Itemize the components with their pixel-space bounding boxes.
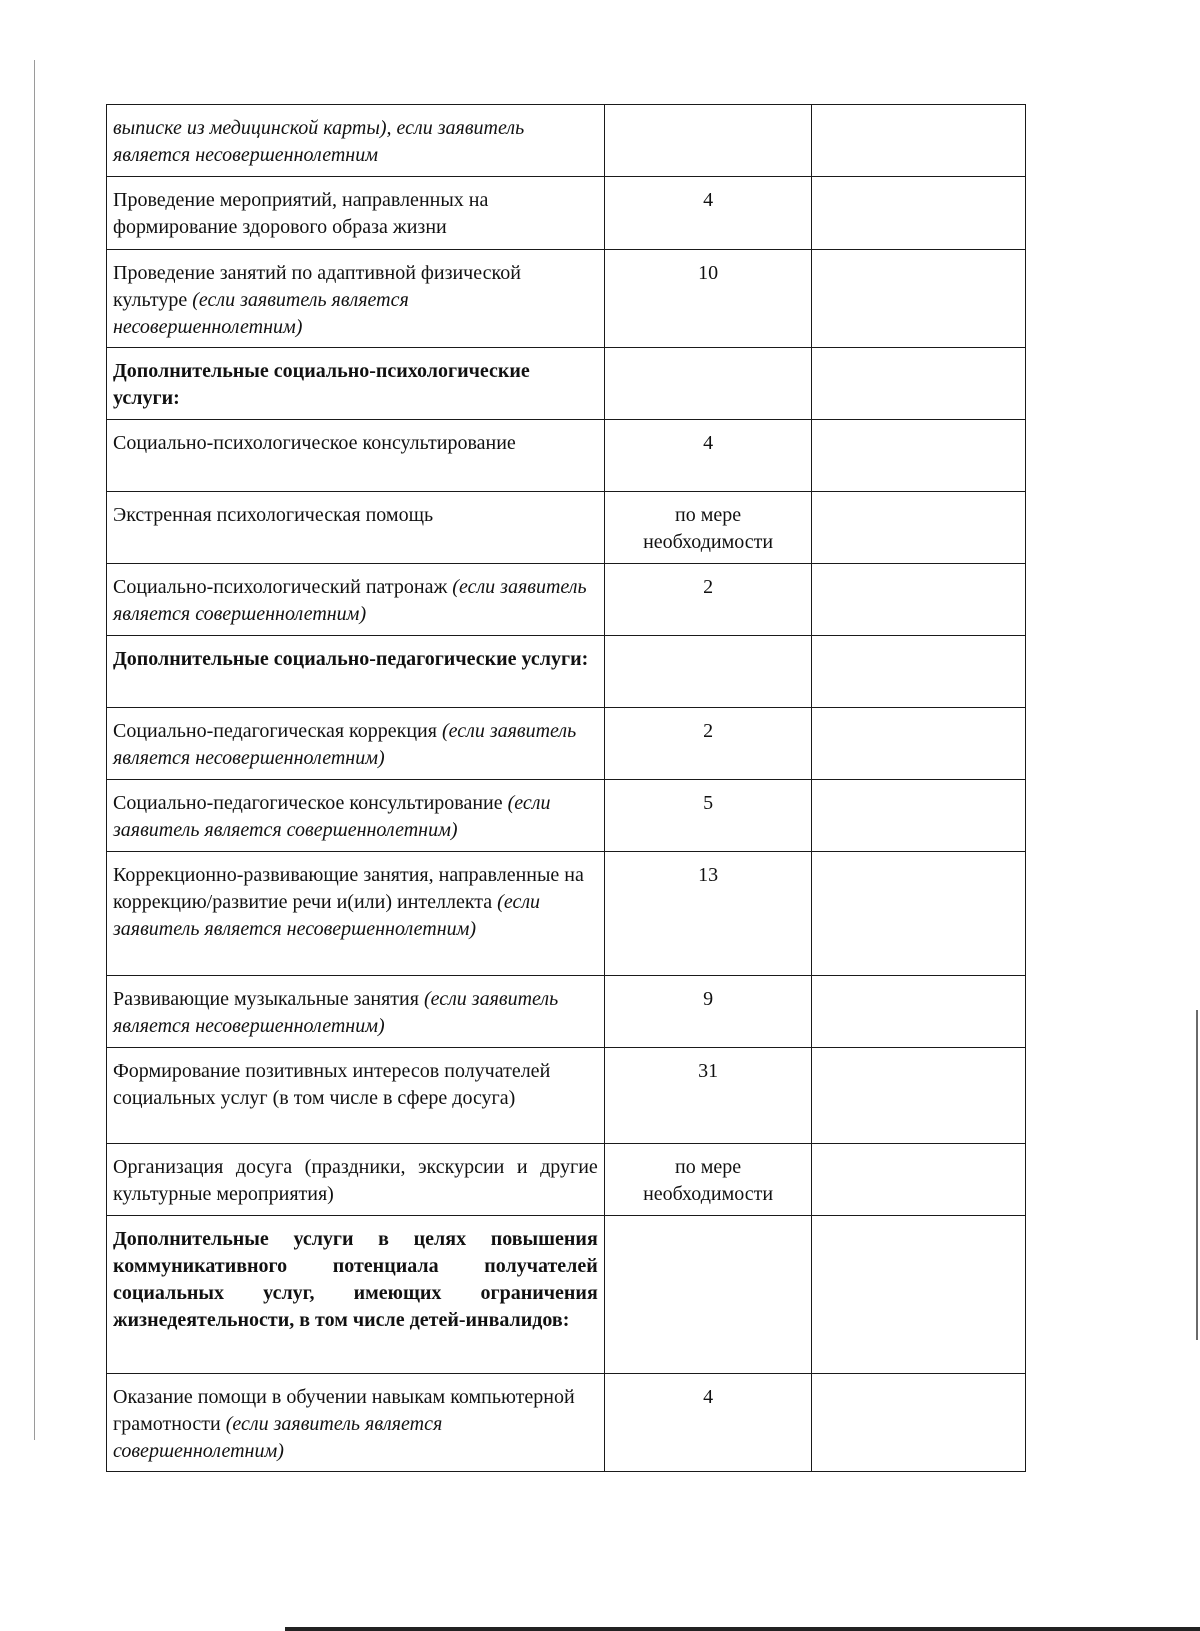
service-name-cell [107,177,605,250]
service-count-value: 2 [703,720,714,742]
service-name-cell [107,708,605,780]
service-count-value: 4 [703,1386,714,1408]
service-name-cell [107,976,605,1048]
empty-note-cell [812,708,1026,780]
service-count-cell [604,348,812,420]
service-count-value: по мере необходимости [643,1156,774,1205]
empty-note-cell [812,1144,1026,1216]
empty-note-cell [812,177,1026,250]
service-count-cell [604,636,812,708]
scan-edge-line [1196,1010,1198,1340]
empty-note-cell [812,250,1026,348]
service-count-value: 5 [703,792,714,814]
service-count-value: 13 [698,864,719,886]
table-row [107,1374,1026,1472]
service-count-cell [604,1048,812,1144]
service-count-cell [604,1144,812,1216]
service-name-cell [107,564,605,636]
service-count-cell [604,1216,812,1374]
service-name-cell [107,1144,605,1216]
service-name-text: Оказание помощи в обучении навыкам компьютерной грамотности [113,1386,575,1435]
service-name-text: Экстренная психологическая помощь [113,504,434,526]
service-count-value: 9 [703,988,714,1010]
empty-note-cell [812,1374,1026,1472]
section-heading-text: Дополнительные услуги в целях повышения коммуникативного потенциала получателей социальных услуг, имеющих ограничения жизнедеятельности, в том числе детей-инвалидов: [113,1228,598,1331]
table-row [107,708,1026,780]
service-count-cell [604,708,812,780]
empty-note-cell [812,564,1026,636]
service-name-cell [107,492,605,564]
section-heading-cell [107,1216,605,1374]
service-name-text: Организация досуга (праздники, экскурсии и другие культурные мероприятия) [113,1156,598,1205]
service-condition-note: (если заявитель является совершеннолетним) [113,792,551,841]
service-name-cell [107,852,605,976]
service-count-cell [604,976,812,1048]
table-row [107,348,1026,420]
section-heading-text: Дополнительные социально-психологические услуги: [113,360,530,409]
empty-note-cell [812,1048,1026,1144]
service-count-cell [604,105,812,177]
table-row [107,1216,1026,1374]
table-row [107,976,1026,1048]
empty-note-cell [812,976,1026,1048]
empty-note-cell [812,1216,1026,1374]
table-row [107,250,1026,348]
service-count-cell [604,492,812,564]
service-condition-note: (если заявитель является несовершеннолетним) [113,891,541,940]
service-name-text: Развивающие музыкальные занятия [113,988,424,1010]
table-row [107,1144,1026,1216]
table-row [107,780,1026,852]
service-name-text: Проведение мероприятий, направленных на формирование здорового образа жизни [113,189,489,238]
service-condition-note: (если заявитель является несовершеннолетним) [113,289,409,338]
table-row [107,1048,1026,1144]
table-row [107,636,1026,708]
service-count-cell [604,177,812,250]
service-count-cell [604,780,812,852]
service-condition-note: (если заявитель является несовершеннолетним) [113,720,577,769]
empty-note-cell [812,852,1026,976]
service-name-text: Формирование позитивных интересов получателей социальных услуг (в том числе в сфере досуга) [113,1060,551,1109]
section-heading-cell [107,348,605,420]
table-row [107,420,1026,492]
table-row [107,564,1026,636]
empty-note-cell [812,636,1026,708]
service-name-cell [107,105,605,177]
scan-edge-line [285,1627,1200,1631]
scan-edge-line [34,60,35,1440]
service-name-cell [107,780,605,852]
services-table-body [107,105,1026,1472]
service-condition-note: выписке из медицинской карты), если заявитель является несовершеннолетним [113,117,525,166]
service-name-text: Социально-психологическое консультирование [113,432,516,454]
empty-note-cell [812,492,1026,564]
table-row [107,105,1026,177]
service-condition-note: (если заявитель является совершеннолетним) [113,576,587,625]
empty-note-cell [812,105,1026,177]
service-count-value: 10 [698,262,719,284]
service-name-cell [107,1048,605,1144]
service-count-value: 31 [698,1060,719,1082]
service-count-value: 4 [703,432,714,454]
service-name-text: Проведение занятий по адаптивной физической культуре [113,262,521,311]
service-count-value: по мере необходимости [643,504,774,553]
service-name-cell [107,420,605,492]
empty-note-cell [812,420,1026,492]
service-name-text: Социально-педагогическая коррекция [113,720,442,742]
service-count-cell [604,1374,812,1472]
empty-note-cell [812,348,1026,420]
service-name-text: Социально-педагогическое консультирование [113,792,508,814]
service-name-cell [107,1374,605,1472]
service-condition-note: (если заявитель является совершеннолетним) [113,1413,443,1462]
empty-note-cell [812,780,1026,852]
table-row [107,177,1026,250]
service-name-text: Коррекционно-развивающие занятия, направленные на коррекцию/развитие речи и(или) интеллекта [113,864,584,913]
service-count-value: 2 [703,576,714,598]
services-table [106,104,1026,1472]
section-heading-text: Дополнительные социально-педагогические услуги: [113,648,589,670]
service-name-text: Социально-психологический патронаж [113,576,453,598]
section-heading-cell [107,636,605,708]
table-row [107,492,1026,564]
service-condition-note: (если заявитель является несовершеннолетним) [113,988,559,1037]
service-count-cell [604,250,812,348]
service-count-cell [604,564,812,636]
service-count-cell [604,852,812,976]
service-count-value: 4 [703,189,714,211]
service-count-cell [604,420,812,492]
service-name-cell [107,250,605,348]
table-row [107,852,1026,976]
